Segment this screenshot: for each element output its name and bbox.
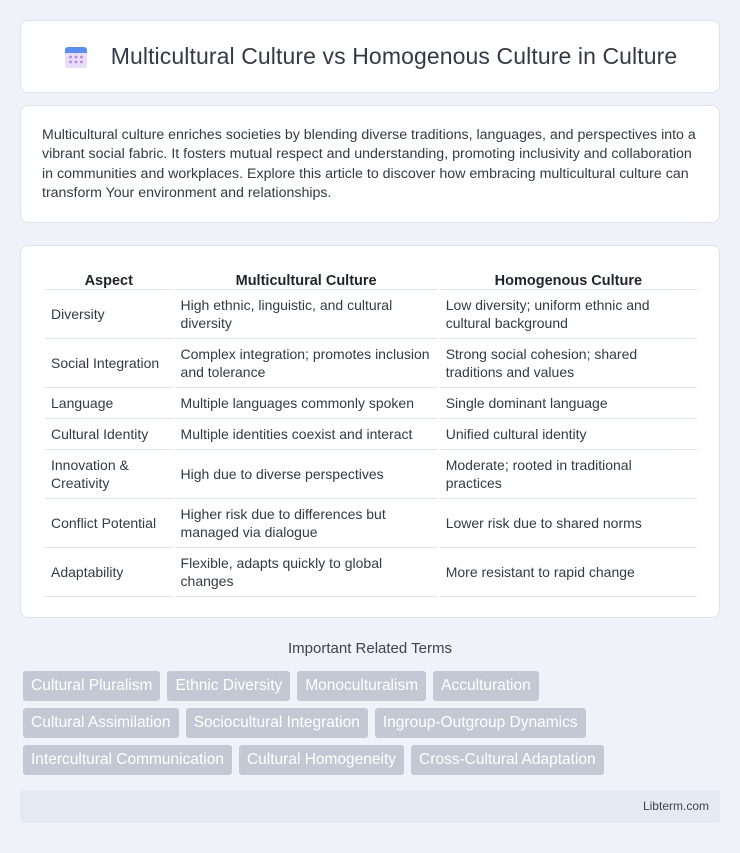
tag-cultural-homogeneity[interactable]: Cultural Homogeneity <box>239 745 404 775</box>
tag-sociocultural-integration[interactable]: Sociocultural Integration <box>186 708 368 738</box>
table-cell-aspect: Cultural Identity <box>45 419 173 450</box>
tag-acculturation[interactable]: Acculturation <box>433 671 539 701</box>
table-cell-aspect: Social Integration <box>45 339 173 388</box>
table-cell-multicultural: Complex integration; promotes inclusion and tolerance <box>175 339 438 388</box>
footer-site-link[interactable]: Libterm.com <box>642 799 709 813</box>
tag-row <box>23 708 723 738</box>
table-row <box>45 419 697 450</box>
table-row <box>45 499 697 548</box>
calendar-icon <box>63 44 89 70</box>
table-cell-multicultural: High ethnic, linguistic, and cultural diversity <box>175 290 438 339</box>
tag-ingroup-outgroup-dynamics[interactable]: Ingroup-Outgroup Dynamics <box>375 708 586 738</box>
column-header-aspect: Aspect <box>45 266 173 290</box>
page-title: Multicultural Culture vs Homogenous Culture in Culture <box>110 43 678 69</box>
table-cell-multicultural: High due to diverse perspectives <box>175 450 438 499</box>
table-cell-homogenous: Moderate; rooted in traditional practices <box>440 450 697 499</box>
table-cell-aspect: Adaptability <box>45 548 173 597</box>
table-row <box>45 388 697 419</box>
tag-cultural-assimilation[interactable]: Cultural Assimilation <box>23 708 179 738</box>
related-terms-tags <box>23 671 723 782</box>
related-terms-title: Important Related Terms <box>288 640 452 657</box>
tag-row <box>23 745 723 775</box>
column-header-homogenous: Homogenous Culture <box>440 266 697 290</box>
title-wrap <box>63 43 678 70</box>
table-cell-aspect: Diversity <box>45 290 173 339</box>
table-cell-homogenous: More resistant to rapid change <box>440 548 697 597</box>
table-cell-multicultural: Multiple identities coexist and interact <box>175 419 438 450</box>
column-header-multicultural: Multicultural Culture <box>175 266 438 290</box>
footer-bar <box>20 790 720 823</box>
tag-row <box>23 671 723 701</box>
table-cell-multicultural: Multiple languages commonly spoken <box>175 388 438 419</box>
intro-text: Multicultural culture enriches societies by blending diverse traditions, languages, and perspectives into a vibrant social fabric. It fosters mutual respect and understanding, promoting inclusivity and collaboration in communities and workplaces. Explore this article to discover how embracing multicultural culture can transform Your environment and relationships. <box>42 127 696 201</box>
tag-cultural-pluralism[interactable]: Cultural Pluralism <box>23 671 160 701</box>
tag-monoculturalism[interactable]: Monoculturalism <box>297 671 426 701</box>
table-row <box>45 339 697 388</box>
comparison-table <box>43 266 699 597</box>
table-cell-aspect: Language <box>45 388 173 419</box>
table-cell-homogenous: Lower risk due to shared norms <box>440 499 697 548</box>
table-cell-multicultural: Higher risk due to differences but managed via dialogue <box>175 499 438 548</box>
tag-cross-cultural-adaptation[interactable]: Cross-Cultural Adaptation <box>411 745 604 775</box>
tag-ethnic-diversity[interactable]: Ethnic Diversity <box>167 671 290 701</box>
table-cell-homogenous: Unified cultural identity <box>440 419 697 450</box>
table-cell-aspect: Conflict Potential <box>45 499 173 548</box>
table-cell-aspect: Innovation & Creativity <box>45 450 173 499</box>
table-row <box>45 548 697 597</box>
table-cell-homogenous: Strong social cohesion; shared traditions and values <box>440 339 697 388</box>
table-row <box>45 290 697 339</box>
comparison-table-card <box>20 245 720 618</box>
intro-card <box>20 105 720 223</box>
table-row <box>45 450 697 499</box>
header-card <box>20 20 720 93</box>
table-cell-homogenous: Low diversity; uniform ethnic and cultural background <box>440 290 697 339</box>
table-header-row <box>45 266 697 290</box>
table-cell-homogenous: Single dominant language <box>440 388 697 419</box>
tag-intercultural-communication[interactable]: Intercultural Communication <box>23 745 232 775</box>
table-cell-multicultural: Flexible, adapts quickly to global changes <box>175 548 438 597</box>
